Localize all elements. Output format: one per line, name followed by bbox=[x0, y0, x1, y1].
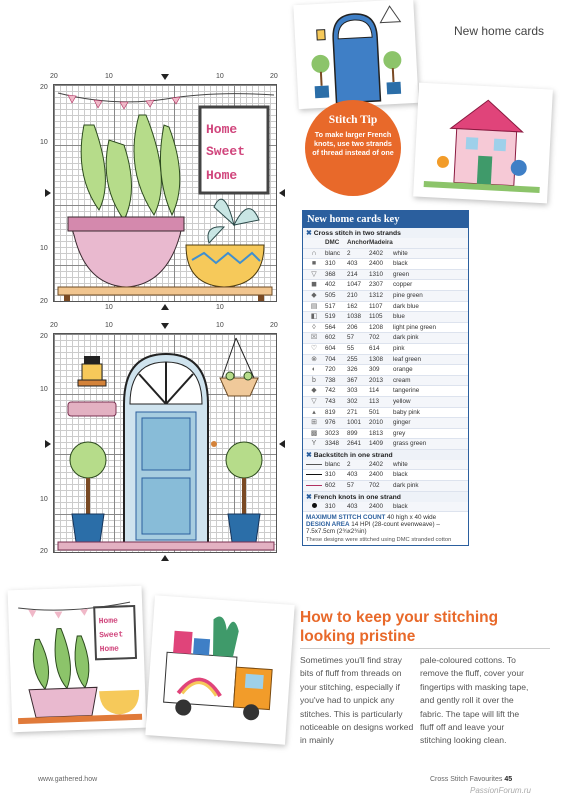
key-row bbox=[303, 291, 468, 302]
dmc-code: 602 bbox=[325, 334, 336, 342]
key-row bbox=[303, 429, 468, 440]
symbol-icon: ■ bbox=[311, 260, 317, 268]
colour-name: light pine green bbox=[393, 323, 437, 331]
colour-name: grey bbox=[393, 429, 406, 437]
colour-name: dark pink bbox=[393, 334, 419, 342]
symbol-icon bbox=[303, 502, 325, 512]
colour-name: blue bbox=[393, 313, 405, 321]
key-row bbox=[303, 280, 468, 291]
symbol-icon: ∩ bbox=[311, 249, 317, 257]
dmc-code: 738 bbox=[325, 376, 336, 384]
colour-name: black bbox=[393, 260, 408, 268]
max-value: 40 high x 40 wide bbox=[387, 514, 437, 522]
anchor-code: 1047 bbox=[347, 281, 362, 289]
madeira-code: 1105 bbox=[369, 313, 383, 321]
madeira-code: 1308 bbox=[369, 355, 384, 363]
center-marker bbox=[45, 189, 51, 197]
colour-name: grass green bbox=[393, 440, 427, 448]
stitch-tip bbox=[305, 100, 401, 196]
madeira-code: 1208 bbox=[369, 323, 384, 331]
anchor-code: 2 bbox=[347, 460, 351, 468]
dmc-code: 517 bbox=[325, 302, 336, 310]
dmc-code: blanc bbox=[325, 460, 341, 468]
symbol-icon: ☒ bbox=[310, 334, 318, 342]
madeira-code: 702 bbox=[369, 334, 380, 342]
watermark: PassionForum.ru bbox=[470, 786, 531, 795]
footer-page-info bbox=[430, 776, 512, 783]
dmc-code: 310 bbox=[325, 260, 336, 268]
key-note: These designs were stitched using DMC stranded cotton bbox=[306, 537, 452, 544]
anchor-code: 57 bbox=[347, 482, 355, 490]
key-footer bbox=[303, 512, 468, 545]
key-row bbox=[303, 502, 468, 513]
madeira-code: 2402 bbox=[369, 249, 384, 257]
dmc-code: 602 bbox=[325, 482, 336, 490]
madeira-code: 1310 bbox=[369, 270, 384, 278]
sign-line: Home bbox=[206, 168, 238, 183]
house-card-artwork bbox=[413, 83, 553, 204]
chart2-tick: 20 bbox=[270, 322, 278, 329]
key-section-knots bbox=[303, 492, 468, 502]
door-chart-artwork bbox=[54, 334, 277, 553]
key-row bbox=[303, 344, 468, 355]
dmc-code: 3023 bbox=[325, 429, 340, 437]
dmc-code: 402 bbox=[325, 281, 336, 289]
colour-name: pine green bbox=[393, 291, 423, 299]
colour-name: leaf green bbox=[393, 355, 422, 363]
truck-card-photo bbox=[145, 595, 294, 744]
madeira-code: 2400 bbox=[369, 471, 384, 479]
area-label: DESIGN AREA bbox=[306, 521, 350, 529]
madeira-code: 114 bbox=[369, 387, 380, 395]
dmc-code: 704 bbox=[325, 355, 336, 363]
symbol-icon: ▩ bbox=[310, 429, 318, 437]
colour-name: white bbox=[393, 249, 408, 257]
key-back-rows bbox=[303, 460, 468, 492]
key-cross-rows bbox=[303, 238, 468, 450]
madeira-code: 1813 bbox=[369, 429, 384, 437]
colour-name: yellow bbox=[393, 397, 411, 405]
plant-chart-artwork bbox=[54, 85, 277, 302]
chart2-tick: 20 bbox=[40, 333, 48, 340]
colour-name: dark pink bbox=[393, 482, 419, 490]
key-row bbox=[303, 376, 468, 387]
dmc-code: 720 bbox=[325, 366, 336, 374]
key-row bbox=[303, 333, 468, 344]
madeira-code: 2402 bbox=[369, 460, 384, 468]
key-row bbox=[303, 259, 468, 270]
symbol-icon: ♡ bbox=[310, 344, 318, 352]
key-row bbox=[303, 249, 468, 260]
dmc-code: 310 bbox=[325, 502, 336, 510]
card-sign-line: Home bbox=[99, 644, 120, 655]
symbol-icon: ◊ bbox=[312, 323, 316, 331]
center-marker bbox=[279, 189, 285, 197]
page-number: 45 bbox=[504, 776, 513, 783]
key-header-row bbox=[303, 238, 468, 249]
footer-magazine: Cross Stitch Favourites bbox=[430, 776, 503, 783]
divider bbox=[300, 648, 550, 649]
dmc-code: 976 bbox=[325, 419, 336, 427]
madeira-code: 113 bbox=[369, 397, 380, 405]
colour-name: black bbox=[393, 471, 408, 479]
symbol-icon: ⊗ bbox=[311, 355, 317, 363]
chart2-tick: 10 bbox=[105, 322, 113, 329]
madeira-code: 614 bbox=[369, 344, 380, 352]
article-title: How to keep your stitching looking pristine bbox=[300, 609, 499, 645]
plant-card-artwork bbox=[8, 586, 147, 733]
key-row bbox=[303, 418, 468, 429]
colour-name: white bbox=[393, 460, 408, 468]
footer-url: www.gathered.how bbox=[38, 776, 98, 783]
area-value: 14 HPI (28-count evenweave) – 7.5x7.5cm (2¾x2¾in) bbox=[306, 521, 440, 536]
stitch-tip-body: To make larger French knots, use two strands of thread instead of one bbox=[312, 130, 394, 157]
dmc-code: 519 bbox=[325, 313, 336, 321]
stitch-tip-title: Stitch Tip bbox=[328, 114, 378, 126]
key-row bbox=[303, 302, 468, 313]
anchor-code: 899 bbox=[347, 429, 358, 437]
symbol-icon: ◧ bbox=[310, 313, 318, 321]
sign-line: Sweet bbox=[206, 144, 246, 159]
symbol-icon: ◼ bbox=[311, 281, 317, 289]
anchor-code: 403 bbox=[347, 260, 358, 268]
colour-name: tangerine bbox=[393, 387, 420, 395]
anchor-code: 303 bbox=[347, 387, 358, 395]
center-marker bbox=[161, 304, 169, 310]
symbol-icon: ◆ bbox=[311, 387, 317, 395]
chart1-tick: 10 bbox=[40, 245, 48, 252]
symbol-icon: ◆ bbox=[311, 291, 317, 299]
symbol-icon: ⊞ bbox=[311, 419, 317, 427]
anchor-code: 403 bbox=[347, 502, 358, 510]
door-card-artwork bbox=[293, 0, 418, 109]
colour-name: dark blue bbox=[393, 302, 419, 310]
madeira-code: 2013 bbox=[369, 376, 384, 384]
design-area bbox=[306, 521, 465, 535]
colour-name: baby pink bbox=[393, 408, 420, 416]
card-sign-line: Sweet bbox=[99, 630, 124, 641]
door-chart bbox=[53, 333, 277, 553]
anchor-code: 403 bbox=[347, 471, 358, 479]
madeira-code: 702 bbox=[369, 482, 380, 490]
symbol-icon bbox=[303, 460, 325, 470]
chart2-tick: 20 bbox=[50, 322, 58, 329]
plant-card-photo bbox=[8, 586, 147, 733]
dmc-code: 505 bbox=[325, 291, 336, 299]
max-stitch-count bbox=[306, 514, 465, 521]
madeira-code: 2307 bbox=[369, 281, 384, 289]
chart1-tick: 10 bbox=[216, 304, 224, 311]
chart1-tick: 10 bbox=[105, 73, 113, 80]
key-section-backstitch bbox=[303, 450, 468, 460]
door-card-photo bbox=[293, 0, 418, 109]
card-sign-line: Home bbox=[98, 616, 119, 627]
key-row bbox=[303, 323, 468, 334]
key-row bbox=[303, 460, 468, 471]
chart1-tick: 10 bbox=[40, 139, 48, 146]
dmc-code: 819 bbox=[325, 408, 336, 416]
colour-name: pink bbox=[393, 344, 405, 352]
symbol-icon: ▴ bbox=[312, 408, 316, 416]
anchor-code: 2641 bbox=[347, 440, 362, 448]
key-row bbox=[303, 470, 468, 481]
key-row bbox=[303, 386, 468, 397]
key-row bbox=[303, 481, 468, 492]
madeira-code: 1409 bbox=[369, 440, 384, 448]
thread-key bbox=[302, 210, 469, 546]
dmc-code: 742 bbox=[325, 387, 336, 395]
anchor-code: 302 bbox=[347, 397, 358, 405]
center-marker bbox=[279, 440, 285, 448]
dmc-code: 310 bbox=[325, 471, 336, 479]
anchor-code: 255 bbox=[347, 355, 358, 363]
madeira-code: 2400 bbox=[369, 260, 384, 268]
chart1-tick: 20 bbox=[270, 73, 278, 80]
colour-name: orange bbox=[393, 366, 413, 374]
cross-icon: ✖ bbox=[306, 230, 312, 237]
symbol-icon: ▤ bbox=[310, 302, 318, 310]
symbol-icon: ▽ bbox=[311, 270, 317, 278]
key-title: New home cards key bbox=[303, 211, 468, 228]
chart1-tick: 20 bbox=[40, 84, 48, 91]
truck-card-artwork bbox=[145, 595, 294, 744]
key-row bbox=[303, 439, 468, 450]
key-row bbox=[303, 408, 468, 419]
key-row bbox=[303, 270, 468, 281]
colour-name: cream bbox=[393, 376, 411, 384]
symbol-icon bbox=[303, 481, 325, 491]
anchor-code: 271 bbox=[347, 408, 358, 416]
anchor-code: 214 bbox=[347, 270, 358, 278]
madeira-code: 1107 bbox=[369, 302, 383, 310]
col-dmc: DMC bbox=[325, 239, 340, 246]
madeira-code: 2010 bbox=[369, 419, 384, 427]
madeira-code: 309 bbox=[369, 366, 380, 374]
center-marker bbox=[161, 555, 169, 561]
anchor-code: 162 bbox=[347, 302, 358, 310]
center-marker bbox=[45, 440, 51, 448]
house-card-photo bbox=[413, 83, 553, 204]
dmc-code: 3348 bbox=[325, 440, 340, 448]
key-row bbox=[303, 312, 468, 323]
anchor-code: 210 bbox=[347, 291, 358, 299]
key-section-label: French knots in one strand bbox=[313, 493, 401, 501]
madeira-code: 2400 bbox=[369, 502, 384, 510]
chart1-tick: 20 bbox=[50, 73, 58, 80]
center-marker bbox=[161, 74, 169, 80]
cross-icon: ✖ bbox=[306, 493, 312, 501]
chart2-tick: 10 bbox=[40, 386, 48, 393]
key-row bbox=[303, 355, 468, 366]
dmc-code: blanc bbox=[325, 249, 341, 257]
colour-name: black bbox=[393, 502, 408, 510]
chart1-tick: 10 bbox=[105, 304, 113, 311]
symbol-icon bbox=[303, 470, 325, 480]
center-marker bbox=[161, 323, 169, 329]
anchor-code: 1038 bbox=[347, 313, 362, 321]
madeira-code: 1312 bbox=[369, 291, 384, 299]
section-title: New home cards bbox=[454, 24, 545, 38]
key-section-cross bbox=[303, 228, 468, 238]
key-row bbox=[303, 397, 468, 408]
key-section-label: Backstitch in one strand bbox=[313, 451, 393, 459]
max-label: MAXIMUM STITCH COUNT bbox=[306, 514, 386, 522]
chart1-tick: 20 bbox=[40, 298, 48, 305]
dmc-code: 743 bbox=[325, 397, 336, 405]
cross-icon: ✖ bbox=[306, 451, 312, 459]
col-madeira: Madeira bbox=[369, 239, 393, 246]
symbol-icon: Y bbox=[311, 440, 317, 448]
anchor-code: 55 bbox=[347, 344, 355, 352]
colour-name: ginger bbox=[393, 419, 411, 427]
key-knot-rows bbox=[303, 502, 468, 513]
anchor-code: 206 bbox=[347, 323, 358, 331]
chart2-tick: 20 bbox=[40, 548, 48, 555]
key-section-label: Cross stitch in two strands bbox=[313, 230, 401, 237]
chart2-tick: 10 bbox=[40, 496, 48, 503]
chart1-tick: 10 bbox=[216, 73, 224, 80]
chart2-tick: 10 bbox=[216, 322, 224, 329]
anchor-code: 2 bbox=[347, 249, 351, 257]
col-anchor: Anchor bbox=[347, 239, 370, 246]
anchor-code: 1001 bbox=[347, 419, 362, 427]
key-row bbox=[303, 365, 468, 376]
sign-line: Home bbox=[206, 122, 238, 137]
anchor-code: 367 bbox=[347, 376, 358, 384]
anchor-code: 57 bbox=[347, 334, 355, 342]
colour-name: copper bbox=[393, 281, 413, 289]
article-column-1: Sometimes you'll find stray bits of fluff from threads on your stitching, especially if you've had to unpick any stitches. This is particularly noticeable on designs worked in mainly bbox=[300, 655, 414, 746]
colour-name: green bbox=[393, 270, 410, 278]
madeira-code: 501 bbox=[369, 408, 380, 416]
symbol-icon: ◐ bbox=[311, 366, 317, 374]
dmc-code: 604 bbox=[325, 344, 336, 352]
plant-chart bbox=[53, 84, 277, 302]
dmc-code: 564 bbox=[325, 323, 336, 331]
symbol-icon: b bbox=[312, 376, 316, 384]
dmc-code: 368 bbox=[325, 270, 336, 278]
article-column-2: pale-coloured cottons. To remove the fluff, cover your fingertips with masking tape, and gently roll it over the fabric. The tape will lift the fluff off and leave your stitching looking clean. bbox=[420, 655, 529, 746]
symbol-icon: ▽ bbox=[311, 397, 317, 405]
anchor-code: 326 bbox=[347, 366, 358, 374]
